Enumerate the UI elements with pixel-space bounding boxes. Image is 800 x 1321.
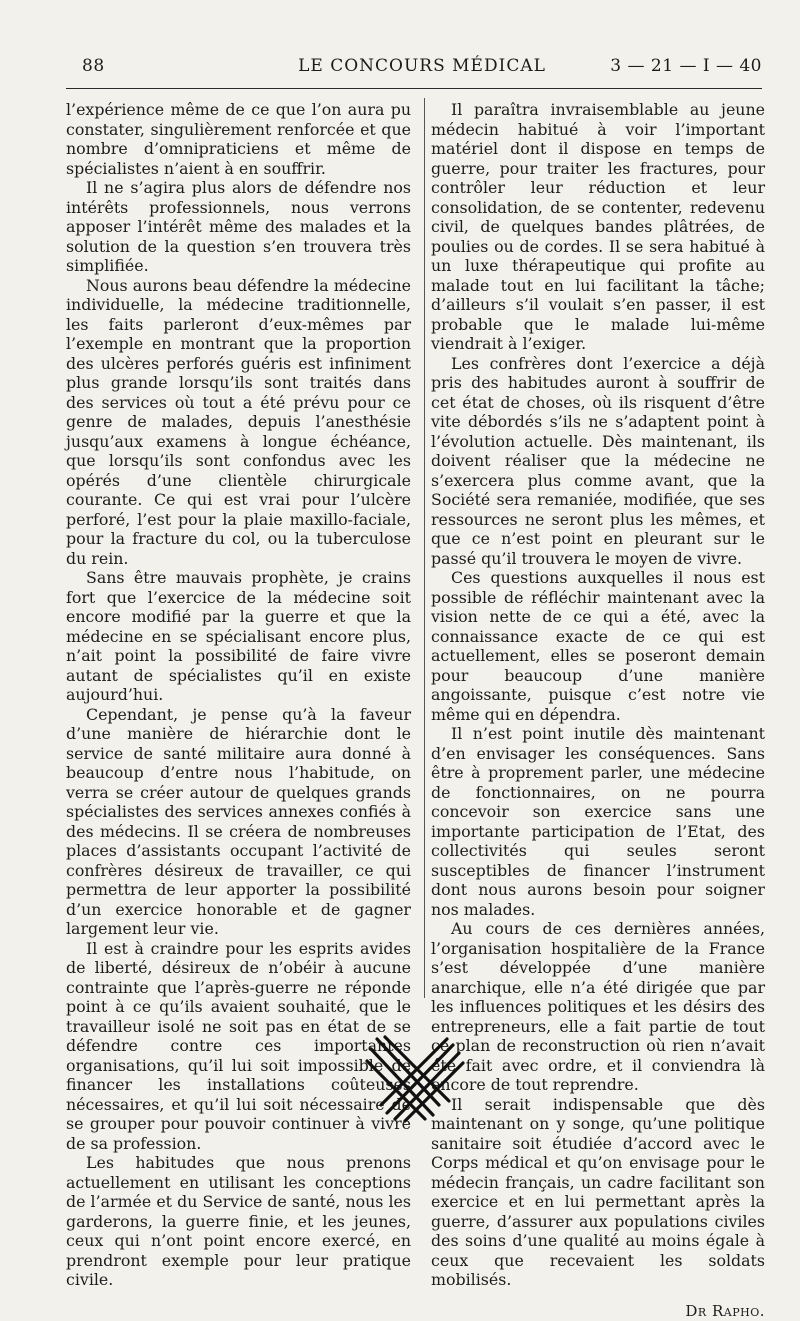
paragraph: Les habitudes que nous prenons actuellement en utilisant les conceptions de l’armée et du Service de santé, nous les garderons, la guerre finie, et les jeunes, ceux qui n’ont point encore exercé, en prendront exemple pour leur pratique civile.	[66, 1153, 411, 1290]
left-column	[66, 100, 411, 1290]
paragraph: Ces questions auxquelles il nous est possible de réfléchir maintenant avec la vision nette de ce qui a été, avec la connaissance exacte de ce qui est actuellement, elles se poseront demain pour beaucoup d’une manière angoissante, puisque c’est notre vie même qui en dépendra.	[431, 568, 765, 724]
paragraph: Sans être mauvais prophète, je crains fort que l’exercice de la médecine soit encore modifié par la guerre et que la médecine en se spécialisant encore plus, n’ait point la possibilité de faire vivre autant de spécialistes qu’il en existe aujourd’hui.	[66, 568, 411, 705]
issue-date: 3 — 21 — I — 40	[610, 56, 762, 76]
paragraph: Au cours de ces dernières années, l’organisation hospitalière de la France s’est développée d’une manière anarchique, elle n’a été dirigée que par les influences politiques et les désirs des entrepreneurs, elle a fait partie de tout ce plan de reconstruction où rien n’avait été fait avec ordre, et il conviendra là encore de tout reprendre.	[431, 919, 765, 1095]
paragraph: Il paraîtra invraisemblable au jeune médecin habitué à voir l’important matériel dont il dispose en temps de guerre, pour traiter les fractures, pour contrôler leur réduction et leur consolidation, de se contenter, redevenu civil, de quelques bandes plâtrées, de poulies ou de cordes. Il se sera habitué à un luxe thérapeutique qui profite au malade tout en lui facilitant la tâche; d’ailleurs s’il voulait s’en passer, il est probable que le malade lui-même viendrait à l’exiger.	[431, 100, 765, 354]
paragraph: Nous aurons beau défendre la médecine individuelle, la médecine traditionnelle, les faits parleront d’eux-mêmes par l’exemple en montrant que la proportion des ulcères perforés guéris est infiniment plus grande lorsqu’ils sont traités dans des services où tout a été prévu pour ce genre de malades, depuis l’anesthésie jusqu’aux examens à longue échéance, que lorsqu’ils sont confondus avec les opérés d’une clientèle chirurgicale courante. Ce qui est vrai pour l’ulcère perforé, l’est pour la plaie maxillo-faciale, pour la fracture du col, ou la tuberculose du rein.	[66, 276, 411, 569]
paragraph: l’expérience même de ce que l’on aura pu constater, singulièrement renforcée et que nombre d’omnipraticiens et même de spécialistes n’aient à en souffrir.	[66, 100, 411, 178]
paragraph: Il serait indispensable que dès maintenant on y songe, qu’une politique sanitaire soit étudiée d’accord avec le Corps médical et qu’on envisage pour le médecin français, un cadre facilitant son exercice et en lui permettant après la guerre, d’assurer aux populations civiles des soins d’une qualité au moins égale à ceux que recevaient les soldats mobilisés.	[431, 1095, 765, 1290]
page-number: 88	[82, 56, 105, 76]
paragraph: Il est à craindre pour les esprits avides de liberté, désireux de n’obéir à aucune contrainte que l’après-guerre ne réponde point à ce qu’ils avaient souhaité, que le travailleur isolé ne soit pas en état de se défendre contre ces importantes organisations, qu’il lui soit impossible de financer les installations coûteuses nécessaires, et qu’il lui soit nécessaire de se grouper pour pouvoir continuer à vivre de sa profession.	[66, 939, 411, 1154]
page-header	[82, 56, 762, 84]
paragraph: Il n’est point inutile dès maintenant d’en envisager les conséquences. Sans être à proprement parler, une médecine de fonctionnaires, on ne pourra concevoir son exercice sans une importante participation de l’Etat, des collectivités qui seules seront susceptibles de financer l’instrument dont nous aurons besoin pour soigner nos malades.	[431, 724, 765, 919]
crosshatch-ornament-icon	[365, 1035, 465, 1123]
header-rule	[66, 88, 762, 89]
right-column	[431, 100, 765, 1321]
journal-title: LE CONCOURS MÉDICAL	[82, 56, 762, 76]
paragraph: Cependant, je pense qu’à la faveur d’une manière de hiérarchie dont le service de santé militaire aura donné à beaucoup d’entre nous l’habitude, on verra se créer autour de quelques grands spécialistes des services annexes confiés à des médecins. Il se créera de nombreuses places d’assistants occupant l’activité de confrères désireux de travailler, ce qui permettra de leur apporter la possibilité d’un exercice honorable et de gagner largement leur vie.	[66, 705, 411, 939]
column-divider	[424, 98, 425, 998]
paragraph: Les confrères dont l’exercice a déjà pris des habitudes auront à souffrir de cet état de choses, où ils risquent d’être vite débordés s’ils ne s’adaptent point à l’évolution actuelle. Dès maintenant, ils doivent réaliser que la médecine ne s’exercera plus comme avant, que la Société sera remaniée, modifiée, que ses ressources ne seront plus les mêmes, et que ce n’est point en pleurant sur le passé qu’il trouvera le moyen de vivre.	[431, 354, 765, 569]
paragraph: Il ne s’agira plus alors de défendre nos intérêts professionnels, nous verrons apposer l’intérêt même des malades et la solution de la question s’en trouvera très simplifiée.	[66, 178, 411, 276]
author-signature: Dr Rapho.	[431, 1302, 765, 1321]
